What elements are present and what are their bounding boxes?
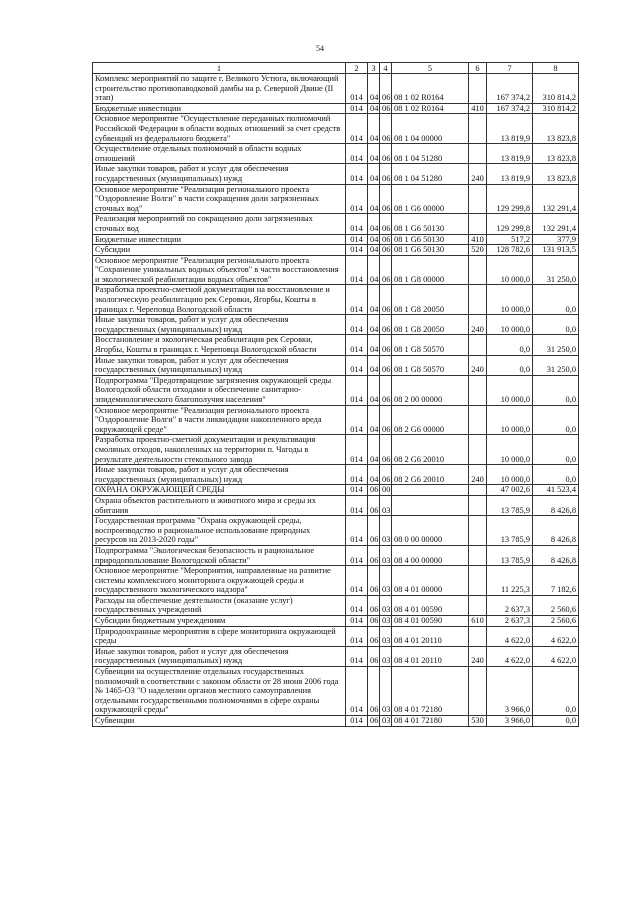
row-target-article: 08 1 G6 50130 <box>392 234 469 245</box>
row-name: Субсидии <box>93 245 346 256</box>
row-expense-type: 240 <box>469 465 487 485</box>
row-subsection-code: 06 <box>380 335 392 355</box>
page-number: 54 <box>316 44 324 53</box>
row-amount-year-1: 2 637,3 <box>487 595 533 615</box>
row-section-code: 06 <box>368 646 380 666</box>
row-ministry-code: 014 <box>346 495 368 515</box>
row-subsection-code: 03 <box>380 626 392 646</box>
row-expense-type <box>469 184 487 214</box>
row-name: Субвенции на осуществление отдельных государственных полномочий в соответствии с законом области от 28 июня 2006 года № 1465-ОЗ "О наделении органов местного самоуправления отдельными государственными полномочиями в сфере охраны окружающей среды" <box>93 667 346 716</box>
row-amount-year-1: 13 819,9 <box>487 144 533 164</box>
row-target-article: 08 4 01 20110 <box>392 626 469 646</box>
row-target-article: 08 4 01 00000 <box>392 566 469 596</box>
table-row <box>93 667 579 716</box>
row-ministry-code: 014 <box>346 667 368 716</box>
row-amount-year-2: 0,0 <box>533 667 579 716</box>
row-amount-year-2: 310 814,2 <box>533 74 579 104</box>
row-name: Основное мероприятие "Реализация регионального проекта "Сохранение уникальных водных объектов" в части восстановления и экологической реабилитации водных объектов" <box>93 255 346 285</box>
row-subsection-code: 03 <box>380 667 392 716</box>
row-expense-type: 520 <box>469 245 487 256</box>
row-name: Подпрограмма "Предотвращение загрязнения окружающей среды Вологодской области отходами и обеспечение санитарно-эпидемиологического благополучия населения" <box>93 375 346 405</box>
table-row <box>93 245 579 256</box>
row-ministry-code: 014 <box>346 315 368 335</box>
row-amount-year-2: 8 426,8 <box>533 495 579 515</box>
row-subsection-code: 06 <box>380 405 392 435</box>
row-subsection-code: 06 <box>380 164 392 184</box>
row-name: ОХРАНА ОКРУЖАЮЩЕЙ СРЕДЫ <box>93 485 346 496</box>
row-amount-year-2: 4 622,0 <box>533 646 579 666</box>
row-expense-type <box>469 375 487 405</box>
col-header: 8 <box>533 63 579 74</box>
row-expense-type <box>469 114 487 144</box>
row-amount-year-1: 4 622,0 <box>487 626 533 646</box>
table-row <box>93 285 579 315</box>
table-row <box>93 545 579 565</box>
row-section-code: 04 <box>368 335 380 355</box>
row-subsection-code: 06 <box>380 114 392 144</box>
table-row <box>93 214 579 234</box>
row-target-article: 08 1 G8 20050 <box>392 315 469 335</box>
row-subsection-code: 06 <box>380 315 392 335</box>
row-name: Иные закупки товаров, работ и услуг для обеспечения государственных (муниципальных) нужд <box>93 164 346 184</box>
row-ministry-code: 014 <box>346 595 368 615</box>
row-section-code: 04 <box>368 114 380 144</box>
row-expense-type <box>469 485 487 496</box>
row-amount-year-2: 31 250,0 <box>533 255 579 285</box>
row-section-code: 04 <box>368 184 380 214</box>
row-target-article: 08 1 G6 50130 <box>392 214 469 234</box>
row-amount-year-1: 13 819,9 <box>487 114 533 144</box>
row-subsection-code: 03 <box>380 566 392 596</box>
row-section-code: 06 <box>368 716 380 727</box>
row-ministry-code: 014 <box>346 516 368 546</box>
row-expense-type <box>469 495 487 515</box>
row-name: Комплекс мероприятий по защите г. Великого Устюга, включающий строительство противопаводковой дамбы на р. Северной Двине (II этап) <box>93 74 346 104</box>
table-row <box>93 234 579 245</box>
row-name: Природоохранные мероприятия в сфере мониторинга окружающей среды <box>93 626 346 646</box>
row-section-code: 04 <box>368 465 380 485</box>
row-name: Разработка проектно-сметной документации и рекультивация смоляных отходов, накопленных на территории п. Чагоды в результате деятельности стекольного завода <box>93 435 346 465</box>
row-section-code: 06 <box>368 626 380 646</box>
col-header: 2 <box>346 63 368 74</box>
row-amount-year-1: 128 782,6 <box>487 245 533 256</box>
row-target-article: 08 4 01 00590 <box>392 616 469 627</box>
table-row <box>93 616 579 627</box>
row-amount-year-2: 132 291,4 <box>533 214 579 234</box>
row-ministry-code: 014 <box>346 285 368 315</box>
table-row <box>93 405 579 435</box>
row-expense-type: 410 <box>469 234 487 245</box>
row-name: Иные закупки товаров, работ и услуг для обеспечения государственных (муниципальных) нужд <box>93 355 346 375</box>
row-section-code: 04 <box>368 103 380 114</box>
row-ministry-code: 014 <box>346 214 368 234</box>
row-section-code: 06 <box>368 545 380 565</box>
row-ministry-code: 014 <box>346 485 368 496</box>
row-section-code: 06 <box>368 595 380 615</box>
row-section-code: 06 <box>368 516 380 546</box>
row-amount-year-2: 310 814,2 <box>533 103 579 114</box>
row-section-code: 04 <box>368 144 380 164</box>
row-amount-year-2: 8 426,8 <box>533 545 579 565</box>
row-target-article: 08 0 00 00000 <box>392 516 469 546</box>
table-row <box>93 646 579 666</box>
row-target-article <box>392 485 469 496</box>
row-subsection-code: 06 <box>380 245 392 256</box>
row-name: Охрана объектов растительного и животного мира и среды их обитания <box>93 495 346 515</box>
row-expense-type <box>469 74 487 104</box>
row-name: Иные закупки товаров, работ и услуг для обеспечения государственных (муниципальных) нужд <box>93 465 346 485</box>
row-amount-year-1: 11 225,3 <box>487 566 533 596</box>
row-ministry-code: 014 <box>346 103 368 114</box>
row-amount-year-1: 167 374,2 <box>487 103 533 114</box>
row-subsection-code: 06 <box>380 144 392 164</box>
row-amount-year-2: 132 291,4 <box>533 184 579 214</box>
row-target-article: 08 1 G8 20050 <box>392 285 469 315</box>
row-expense-type <box>469 516 487 546</box>
col-header: 5 <box>392 63 469 74</box>
row-ministry-code: 014 <box>346 184 368 214</box>
row-expense-type <box>469 435 487 465</box>
table-row <box>93 495 579 515</box>
row-amount-year-1: 0,0 <box>487 355 533 375</box>
row-ministry-code: 014 <box>346 234 368 245</box>
row-section-code: 04 <box>368 435 380 465</box>
row-name: Основное мероприятие "Реализация регионального проекта "Оздоровление Волги" в части ликвидации накопленного вреда окружающей среде" <box>93 405 346 435</box>
row-target-article: 08 1 02 R0164 <box>392 74 469 104</box>
table-row <box>93 595 579 615</box>
table-row <box>93 114 579 144</box>
row-section-code: 06 <box>368 566 380 596</box>
row-subsection-code: 03 <box>380 595 392 615</box>
row-amount-year-1: 13 785,9 <box>487 545 533 565</box>
row-section-code: 04 <box>368 245 380 256</box>
row-target-article: 08 4 01 20110 <box>392 646 469 666</box>
row-amount-year-1: 4 622,0 <box>487 646 533 666</box>
row-name: Расходы на обеспечение деятельности (оказание услуг) государственных учреждений <box>93 595 346 615</box>
row-target-article: 08 4 01 00590 <box>392 595 469 615</box>
row-amount-year-2: 7 182,6 <box>533 566 579 596</box>
row-amount-year-1: 10 000,0 <box>487 255 533 285</box>
row-subsection-code: 06 <box>380 375 392 405</box>
row-subsection-code: 06 <box>380 103 392 114</box>
row-amount-year-2: 0,0 <box>533 405 579 435</box>
row-ministry-code: 014 <box>346 616 368 627</box>
row-target-article: 08 1 G8 50570 <box>392 335 469 355</box>
table-row <box>93 516 579 546</box>
row-expense-type <box>469 285 487 315</box>
table-row <box>93 103 579 114</box>
row-ministry-code: 014 <box>346 74 368 104</box>
row-amount-year-2: 2 560,6 <box>533 595 579 615</box>
row-section-code: 04 <box>368 74 380 104</box>
row-ministry-code: 014 <box>346 245 368 256</box>
row-ministry-code: 014 <box>346 435 368 465</box>
row-amount-year-1: 129 299,8 <box>487 214 533 234</box>
table-row <box>93 485 579 496</box>
row-amount-year-1: 129 299,8 <box>487 184 533 214</box>
row-expense-type: 240 <box>469 315 487 335</box>
row-target-article: 08 1 04 51280 <box>392 164 469 184</box>
row-expense-type <box>469 667 487 716</box>
row-subsection-code: 03 <box>380 646 392 666</box>
row-amount-year-2: 0,0 <box>533 285 579 315</box>
row-amount-year-2: 13 823,8 <box>533 164 579 184</box>
row-expense-type: 240 <box>469 646 487 666</box>
row-section-code: 04 <box>368 285 380 315</box>
row-name: Субсидии бюджетным учреждениям <box>93 616 346 627</box>
row-ministry-code: 014 <box>346 626 368 646</box>
table-row <box>93 435 579 465</box>
row-amount-year-1: 13 785,9 <box>487 516 533 546</box>
budget-table <box>92 62 579 727</box>
row-expense-type: 410 <box>469 103 487 114</box>
row-subsection-code: 03 <box>380 616 392 627</box>
row-name: Восстановление и экологическая реабилитация рек Серовки, Ягорбы, Кошты в границах г. Череповца Вологодской области <box>93 335 346 355</box>
row-amount-year-1: 10 000,0 <box>487 465 533 485</box>
row-ministry-code: 014 <box>346 716 368 727</box>
row-expense-type <box>469 566 487 596</box>
row-name: Осуществление отдельных полномочий в области водных отношений <box>93 144 346 164</box>
row-amount-year-2: 2 560,6 <box>533 616 579 627</box>
row-name: Реализация мероприятий по сокращению доли загрязненных сточных вод <box>93 214 346 234</box>
row-amount-year-2: 31 250,0 <box>533 335 579 355</box>
row-section-code: 06 <box>368 667 380 716</box>
row-subsection-code: 03 <box>380 545 392 565</box>
row-ministry-code: 014 <box>346 255 368 285</box>
row-name: Разработка проектно-сметной документации на восстановление и экологическую реабилитацию рек Серовки, Ягорбы, Кошты в границах г. Череповца Вологодской области <box>93 285 346 315</box>
table-row <box>93 375 579 405</box>
row-target-article: 08 4 00 00000 <box>392 545 469 565</box>
row-subsection-code: 06 <box>380 74 392 104</box>
row-subsection-code: 06 <box>380 234 392 245</box>
row-target-article: 08 2 00 00000 <box>392 375 469 405</box>
col-header: 3 <box>368 63 380 74</box>
row-section-code: 06 <box>368 495 380 515</box>
row-expense-type <box>469 144 487 164</box>
table-row <box>93 335 579 355</box>
row-target-article: 08 1 G8 50570 <box>392 355 469 375</box>
row-section-code: 04 <box>368 234 380 245</box>
row-name: Подпрограмма "Экологическая безопасность и рациональное природопользование Вологодской области" <box>93 545 346 565</box>
row-amount-year-2: 0,0 <box>533 435 579 465</box>
row-name: Государственная программа "Охрана окружающей среды, воспроизводство и рациональное использование природных ресурсов на 2013-2020 годы" <box>93 516 346 546</box>
col-header: 6 <box>469 63 487 74</box>
row-amount-year-1: 10 000,0 <box>487 315 533 335</box>
row-expense-type: 530 <box>469 716 487 727</box>
row-amount-year-2: 0,0 <box>533 375 579 405</box>
row-amount-year-1: 10 000,0 <box>487 285 533 315</box>
row-section-code: 04 <box>368 164 380 184</box>
row-amount-year-1: 0,0 <box>487 335 533 355</box>
row-amount-year-1: 10 000,0 <box>487 375 533 405</box>
row-ministry-code: 014 <box>346 646 368 666</box>
row-amount-year-2: 0,0 <box>533 465 579 485</box>
row-name: Основное мероприятие "Реализация регионального проекта "Оздоровление Волги" в части сокращения доли загрязненных сточных вод" <box>93 184 346 214</box>
table-row <box>93 716 579 727</box>
row-ministry-code: 014 <box>346 335 368 355</box>
row-amount-year-2: 8 426,8 <box>533 516 579 546</box>
row-expense-type <box>469 545 487 565</box>
row-subsection-code: 06 <box>380 184 392 214</box>
row-name: Иные закупки товаров, работ и услуг для обеспечения государственных (муниципальных) нужд <box>93 315 346 335</box>
row-section-code: 04 <box>368 214 380 234</box>
row-expense-type <box>469 626 487 646</box>
row-amount-year-2: 41 523,4 <box>533 485 579 496</box>
table-row <box>93 255 579 285</box>
row-ministry-code: 014 <box>346 465 368 485</box>
row-subsection-code: 03 <box>380 716 392 727</box>
row-amount-year-2: 377,9 <box>533 234 579 245</box>
table-row <box>93 315 579 335</box>
table-row <box>93 355 579 375</box>
row-target-article: 08 2 G6 20010 <box>392 465 469 485</box>
col-header: 7 <box>487 63 533 74</box>
row-expense-type: 610 <box>469 616 487 627</box>
row-amount-year-1: 13 819,9 <box>487 164 533 184</box>
row-ministry-code: 014 <box>346 566 368 596</box>
row-section-code: 04 <box>368 405 380 435</box>
row-subsection-code: 00 <box>380 485 392 496</box>
row-expense-type: 240 <box>469 164 487 184</box>
row-target-article <box>392 495 469 515</box>
table-row <box>93 184 579 214</box>
row-subsection-code: 06 <box>380 435 392 465</box>
row-name: Бюджетные инвестиции <box>93 234 346 245</box>
row-expense-type <box>469 595 487 615</box>
table-row <box>93 566 579 596</box>
row-subsection-code: 03 <box>380 495 392 515</box>
col-header: 1 <box>93 63 346 74</box>
row-ministry-code: 014 <box>346 114 368 144</box>
table-row <box>93 144 579 164</box>
row-ministry-code: 014 <box>346 144 368 164</box>
row-amount-year-2: 13 823,8 <box>533 144 579 164</box>
row-amount-year-1: 517,2 <box>487 234 533 245</box>
row-name: Бюджетные инвестиции <box>93 103 346 114</box>
row-amount-year-2: 0,0 <box>533 315 579 335</box>
row-amount-year-1: 167 374,2 <box>487 74 533 104</box>
table-row <box>93 626 579 646</box>
row-amount-year-2: 13 823,8 <box>533 114 579 144</box>
row-section-code: 06 <box>368 616 380 627</box>
row-section-code: 04 <box>368 375 380 405</box>
row-subsection-code: 06 <box>380 285 392 315</box>
row-section-code: 04 <box>368 355 380 375</box>
table-row <box>93 164 579 184</box>
row-target-article: 08 1 G8 00000 <box>392 255 469 285</box>
row-ministry-code: 014 <box>346 375 368 405</box>
row-target-article: 08 2 G6 00000 <box>392 405 469 435</box>
row-ministry-code: 014 <box>346 164 368 184</box>
table-row <box>93 465 579 485</box>
table-row <box>93 74 579 104</box>
row-subsection-code: 06 <box>380 255 392 285</box>
row-amount-year-2: 31 250,0 <box>533 355 579 375</box>
row-name: Иные закупки товаров, работ и услуг для обеспечения государственных (муниципальных) нужд <box>93 646 346 666</box>
row-amount-year-1: 3 966,0 <box>487 667 533 716</box>
row-amount-year-2: 131 913,5 <box>533 245 579 256</box>
row-target-article: 08 4 01 72180 <box>392 716 469 727</box>
row-expense-type <box>469 335 487 355</box>
row-target-article: 08 4 01 72180 <box>392 667 469 716</box>
row-name: Субвенции <box>93 716 346 727</box>
row-expense-type <box>469 214 487 234</box>
row-amount-year-1: 13 785,9 <box>487 495 533 515</box>
row-subsection-code: 03 <box>380 516 392 546</box>
row-ministry-code: 014 <box>346 545 368 565</box>
row-target-article: 08 2 G6 20010 <box>392 435 469 465</box>
row-section-code: 06 <box>368 485 380 496</box>
row-amount-year-2: 0,0 <box>533 716 579 727</box>
row-section-code: 04 <box>368 255 380 285</box>
row-amount-year-1: 47 002,6 <box>487 485 533 496</box>
row-target-article: 08 1 04 51280 <box>392 144 469 164</box>
row-amount-year-1: 10 000,0 <box>487 435 533 465</box>
row-expense-type: 240 <box>469 355 487 375</box>
row-name: Основное мероприятие "Осуществление переданных полномочий Российской Федерации в области водных отношений за счет средств субвенций из федерального бюджета" <box>93 114 346 144</box>
row-target-article: 08 1 02 R0164 <box>392 103 469 114</box>
row-expense-type <box>469 255 487 285</box>
row-ministry-code: 014 <box>346 355 368 375</box>
col-header: 4 <box>380 63 392 74</box>
row-amount-year-1: 2 637,3 <box>487 616 533 627</box>
row-amount-year-1: 3 966,0 <box>487 716 533 727</box>
table-header-row <box>93 63 579 74</box>
row-amount-year-1: 10 000,0 <box>487 405 533 435</box>
row-target-article: 08 1 G6 50130 <box>392 245 469 256</box>
row-expense-type <box>469 405 487 435</box>
row-amount-year-2: 4 622,0 <box>533 626 579 646</box>
row-subsection-code: 06 <box>380 465 392 485</box>
row-target-article: 08 1 G6 00000 <box>392 184 469 214</box>
row-section-code: 04 <box>368 315 380 335</box>
row-subsection-code: 06 <box>380 355 392 375</box>
row-name: Основное мероприятие "Мероприятия, направленные на развитие системы комплексного мониторинга окружающей среды и государственного экологического надзора" <box>93 566 346 596</box>
row-ministry-code: 014 <box>346 405 368 435</box>
row-subsection-code: 06 <box>380 214 392 234</box>
row-target-article: 08 1 04 00000 <box>392 114 469 144</box>
